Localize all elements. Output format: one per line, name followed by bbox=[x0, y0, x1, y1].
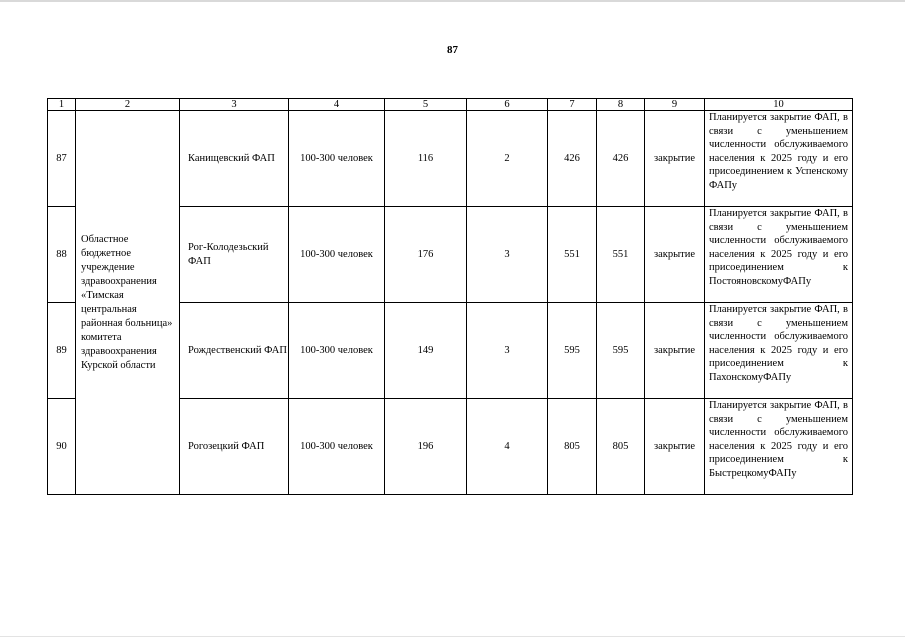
scan-edge-top bbox=[0, 0, 905, 2]
col-header-6: 6 bbox=[467, 99, 548, 111]
col-header-10: 10 bbox=[705, 99, 853, 111]
col-header-4: 4 bbox=[289, 99, 385, 111]
action-value: закрытие bbox=[645, 207, 705, 303]
col-header-7: 7 bbox=[548, 99, 597, 111]
col-header-9: 9 bbox=[645, 99, 705, 111]
action-value: закрытие bbox=[645, 111, 705, 207]
col-header-2: 2 bbox=[76, 99, 180, 111]
note-cell: Планируется закрытие ФАП, в связи с уменьшением численности обслуживаемого населения к 2025 году и его присоединением к ПахонскомуФАПу bbox=[705, 303, 853, 399]
col-header-1: 1 bbox=[48, 99, 76, 111]
col5-value: 149 bbox=[385, 303, 467, 399]
population-range: 100-300 человек bbox=[289, 111, 385, 207]
col5-value: 196 bbox=[385, 399, 467, 495]
col8-value: 805 bbox=[597, 399, 645, 495]
col7-value: 595 bbox=[548, 303, 597, 399]
row-number: 88 bbox=[48, 207, 76, 303]
fap-name: Рог-Колодезьский ФАП bbox=[180, 207, 289, 303]
col6-value: 4 bbox=[467, 399, 548, 495]
organization-cell: Областное бюджетное учреждение здравоохранения «Тимская центральная районная больница» комитета здравоохранения Курской области bbox=[76, 111, 180, 495]
population-range: 100-300 человек bbox=[289, 207, 385, 303]
note-cell: Планируется закрытие ФАП, в связи с уменьшением численности обслуживаемого населения к 2025 году и его присоединением к БыстрецкомуФАПу bbox=[705, 399, 853, 495]
col6-value: 3 bbox=[467, 303, 548, 399]
col7-value: 805 bbox=[548, 399, 597, 495]
col6-value: 2 bbox=[467, 111, 548, 207]
col8-value: 595 bbox=[597, 303, 645, 399]
col7-value: 551 bbox=[548, 207, 597, 303]
col8-value: 551 bbox=[597, 207, 645, 303]
col6-value: 3 bbox=[467, 207, 548, 303]
row-number: 87 bbox=[48, 111, 76, 207]
row-number: 89 bbox=[48, 303, 76, 399]
col7-value: 426 bbox=[548, 111, 597, 207]
col-header-8: 8 bbox=[597, 99, 645, 111]
col-header-3: 3 bbox=[180, 99, 289, 111]
population-range: 100-300 человек bbox=[289, 399, 385, 495]
population-range: 100-300 человек bbox=[289, 303, 385, 399]
fap-name: Канищевский ФАП bbox=[180, 111, 289, 207]
note-cell: Планируется закрытие ФАП, в связи с уменьшением численности обслуживаемого населения к 2025 году и его присоединением к ПостояновскомуФАПу bbox=[705, 207, 853, 303]
header-row bbox=[48, 99, 853, 111]
action-value: закрытие bbox=[645, 399, 705, 495]
col-header-5: 5 bbox=[385, 99, 467, 111]
note-cell: Планируется закрытие ФАП, в связи с уменьшением численности обслуживаемого населения к 2025 году и его присоединением к Успенскому ФАПу bbox=[705, 111, 853, 207]
page-number: 87 bbox=[447, 44, 458, 56]
col8-value: 426 bbox=[597, 111, 645, 207]
fap-table bbox=[47, 98, 853, 495]
fap-name: Рогозецкий ФАП bbox=[180, 399, 289, 495]
col5-value: 176 bbox=[385, 207, 467, 303]
row-number: 90 bbox=[48, 399, 76, 495]
scan-edge-bottom bbox=[0, 636, 905, 637]
action-value: закрытие bbox=[645, 303, 705, 399]
fap-name: Рождественский ФАП bbox=[180, 303, 289, 399]
col5-value: 116 bbox=[385, 111, 467, 207]
table-row bbox=[48, 111, 853, 207]
